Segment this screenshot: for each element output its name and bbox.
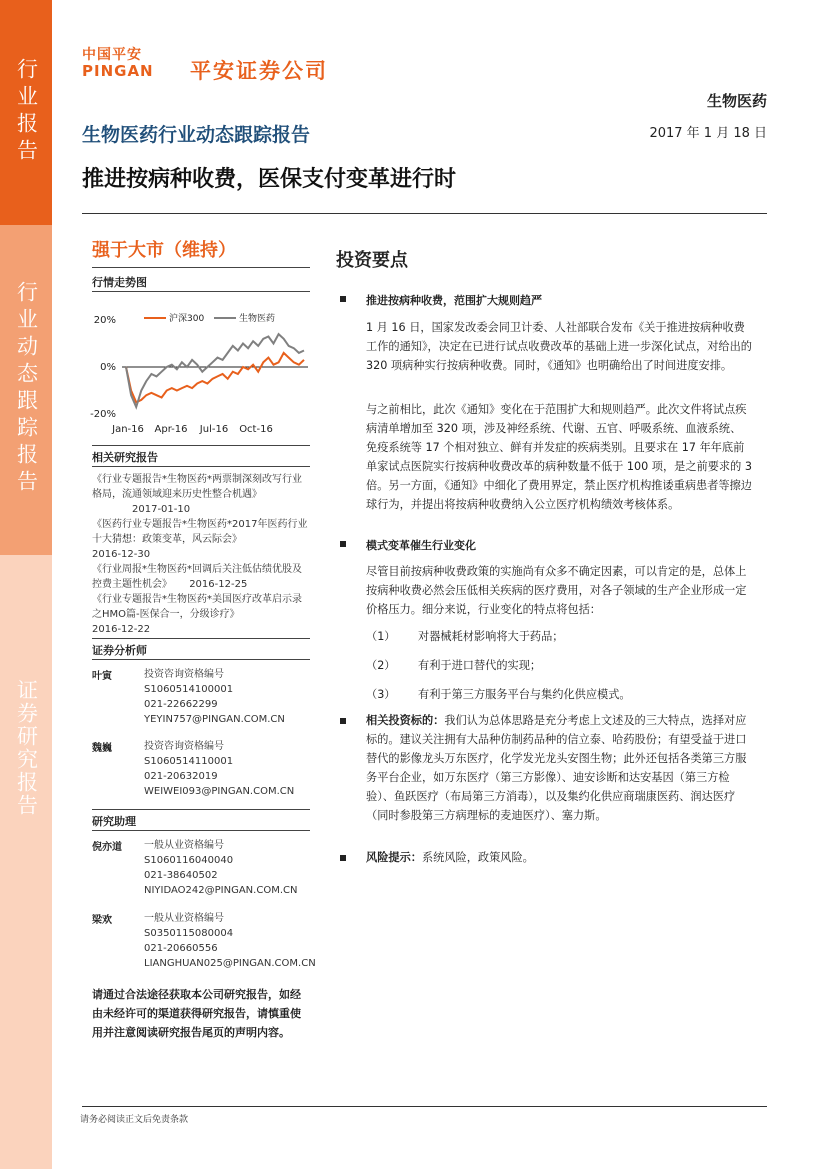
company-name: 平安证券公司 (190, 59, 328, 83)
disclaimer-note: 请通过合法途径获取本公司研究报告，如经由未经许可的渠道获得研究报告，请慎重使用并注意阅读研究报告尾页的声明内容。 (92, 988, 301, 1039)
bullet-icon (340, 855, 346, 861)
analyst-phone: 021-20632019 (144, 771, 218, 782)
section1-title: 推进按病种收费，范围扩大规则趋严 (366, 294, 542, 307)
x-tick-label: Apr-16 (154, 424, 188, 435)
assistant-id: S1060116040040 (144, 855, 234, 866)
section2-item-num: （3） (366, 688, 396, 701)
related-report-date: 2017-01-10 (132, 504, 191, 515)
analyst-id: S1060514110001 (144, 756, 234, 767)
analysts-label: 证券分析师 (92, 644, 147, 657)
assistant-details (144, 911, 316, 971)
bullet-icon (340, 296, 346, 302)
assistant-qual: 一般从业资格编号 (144, 840, 224, 851)
market-chart (84, 300, 314, 440)
analyst-email[interactable]: YEYIN757@PINGAN.COM.CN (144, 714, 285, 725)
analyst-details (144, 739, 294, 799)
y-tick-label: 0% (100, 362, 116, 373)
section2-title: 模式变革催生行业变化 (366, 539, 476, 552)
side-band-middle-text: 行业动态跟踪报告 (14, 281, 39, 497)
analyst-name: 魏巍 (92, 743, 112, 754)
section2-item (366, 627, 563, 646)
header-divider (82, 213, 767, 214)
related-reports-label: 相关研究报告 (92, 451, 158, 464)
section2-item-text: 有利于第三方服务平台与集约化供应模式。 (418, 688, 631, 701)
market-trend-divider (92, 291, 310, 292)
bullet-icon (340, 718, 346, 724)
footer-divider (82, 1106, 767, 1107)
assistant-name: 倪亦道 (92, 842, 122, 853)
section4 (366, 848, 752, 867)
side-band-bottom-text: 证券研究报告 (14, 679, 39, 817)
assistant-name: 梁欢 (92, 915, 112, 926)
logo-en: PINGAN (82, 62, 154, 80)
main-title: 推进按病种收费，医保支付变革进行时 (82, 167, 457, 192)
legend-label: 生物医药 (239, 314, 276, 324)
assistant-email[interactable]: NIYIDAO242@PINGAN.COM.CN (144, 885, 298, 896)
section2-item-text: 对器械耗材影响将大于药品； (418, 630, 564, 643)
assistant-qual: 一般从业资格编号 (144, 913, 224, 924)
x-tick-label: Jan-16 (112, 424, 144, 435)
y-tick-label: 20% (93, 315, 116, 326)
section3-text: 我们认为总体思路是充分考虑上文述及的三大特点，选择对应标的。建议关注拥有大品种仿制药品种的信立泰、哈药股份；有望受益于进口替代的影像龙头万东医疗，化学发光龙头安图生物；此外还包括各类第三方服务平台企业，如万东医疗（第三方影像）、迪安诊断和达安基因（第三方检验）、鱼跃医疗（布局第三方消毒），以及集约化供应商瑞康医药、润达医疗（同时参股第三方病理标的麦迪医疗）、塞力斯。 (366, 714, 747, 822)
section1-para2: 与之前相比，此次《通知》变化在于范围扩大和规则趋严。此次文件将试点疾病清单增加至 320 项，涉及神经系统、代谢、五官、呼吸系统、血液系统、免疫系统等 17 个相对独立、鲜有并发症的疾病类别。且要求在 17 年年底前单家试点医院实行按病种收费改革的病种数量不低于 100 项，是之前要求的 3 倍。另一方面，《通知》中细化了费用界定，禁止医疗机构推诿重病患者等擦边球行为，并提出将按病种收费纳入公立医疗机构绩效考核体系。 (366, 403, 752, 511)
analyst-name: 叶寅 (92, 671, 112, 682)
related-divider-top (92, 445, 310, 446)
section4-title: 风险提示： (366, 851, 422, 864)
assistant-phone: 021-38640502 (144, 870, 218, 881)
series-line-biomed (126, 334, 304, 407)
related-divider (92, 466, 310, 467)
rating: 强于大市（维持） (92, 240, 236, 261)
analyst-phone: 021-22662299 (144, 699, 218, 710)
related-report-text: 《行业专题报告*生物医药*两票制深刻改写行业格局，流通领域迎来历史性整合机遇》 (92, 474, 302, 500)
section4-text: 系统风险，政策风险。 (421, 851, 534, 864)
analyst-qual: 投资咨询资格编号 (144, 669, 224, 680)
assistants-divider (92, 830, 310, 831)
section2-item-num: （1） (366, 630, 396, 643)
related-report-text: 《行业周报*生物医药*回调后关注低估绩优股及控费主题性机会》 (92, 564, 302, 590)
logo-cn: 中国平安 (82, 47, 142, 63)
bullet-icon (340, 541, 346, 547)
related-report-item (92, 592, 310, 637)
related-reports-list (92, 472, 310, 637)
section2-item-text: 有利于进口替代的实现； (418, 659, 542, 672)
assistant-details (144, 838, 297, 898)
side-band-bottom (0, 555, 52, 1169)
analysts-divider (92, 659, 310, 660)
side-band-middle (0, 225, 52, 555)
analyst-id: S1060514100001 (144, 684, 234, 695)
section2-item-num: （2） (366, 659, 396, 672)
assistant-phone: 021-20660556 (144, 943, 218, 954)
related-report-text: 《行业专题报告*生物医药*美国医疗改革启示录之HMO篇-医保合一，分级诊疗》 (92, 594, 302, 620)
section1-para1: 1 月 16 日，国家发改委会同卫计委、人社部联合发布《关于推进按病种收费工作的通知》，决定在已进行试点收费改革的基础上进一步深化试点，对给出的 320 项病种实行按病种收费。同时，《通知》也明确给出了时间进度安排。 (366, 321, 752, 372)
analyst-qual: 投资咨询资格编号 (144, 741, 224, 752)
assistants-label: 研究助理 (92, 815, 136, 828)
section2-item (366, 685, 631, 704)
related-report-item (92, 562, 310, 592)
related-report-text: 《医药行业专题报告*生物医药*2017年医药行业十大猜想：政策变革，风云际会》 (92, 519, 308, 545)
report-type: 生物医药行业动态跟踪报告 (82, 124, 311, 146)
assistant-id: S0350115080004 (144, 928, 234, 939)
side-band-top-text: 行业报告 (14, 58, 39, 166)
related-report-date: 2016-12-22 (92, 624, 151, 635)
section2-para1: 尽管目前按病种收费政策的实施尚有众多不确定因素，可以肯定的是，总体上按病种收费必然会压低相关疾病的医疗费用，对各子领域的生产企业形成一定价格压力。细分来说，行业变化的特点将包括： (366, 565, 747, 616)
side-band-top (0, 0, 52, 225)
analyst-details (144, 667, 285, 727)
market-trend-label: 行情走势图 (92, 276, 147, 289)
analysts-divider-top (92, 638, 310, 639)
section3-title: 相关投资标的： (366, 714, 445, 727)
assistants-divider-top (92, 809, 310, 810)
report-date: 2017 年 1 月 18 日 (649, 126, 767, 141)
related-report-date: 2016-12-25 (189, 579, 248, 590)
assistant-email[interactable]: LIANGHUAN025@PINGAN.COM.CN (144, 958, 316, 969)
key-points-title: 投资要点 (336, 250, 408, 271)
analyst-email[interactable]: WEIWEI093@PINGAN.COM.CN (144, 786, 295, 797)
y-tick-label: -20% (90, 409, 116, 420)
rating-divider (92, 267, 310, 268)
section2-item (366, 656, 541, 675)
section3 (366, 711, 752, 825)
related-report-item (92, 517, 310, 562)
x-tick-label: Jul-16 (199, 424, 229, 435)
legend-label: 沪深300 (169, 314, 205, 324)
related-report-date: 2016-12-30 (92, 549, 151, 560)
footer-disclaimer: 请务必阅读正文后免责条款 (80, 1115, 189, 1125)
x-tick-label: Oct-16 (239, 424, 273, 435)
related-report-item (92, 472, 310, 517)
sector-label: 生物医药 (706, 92, 767, 110)
